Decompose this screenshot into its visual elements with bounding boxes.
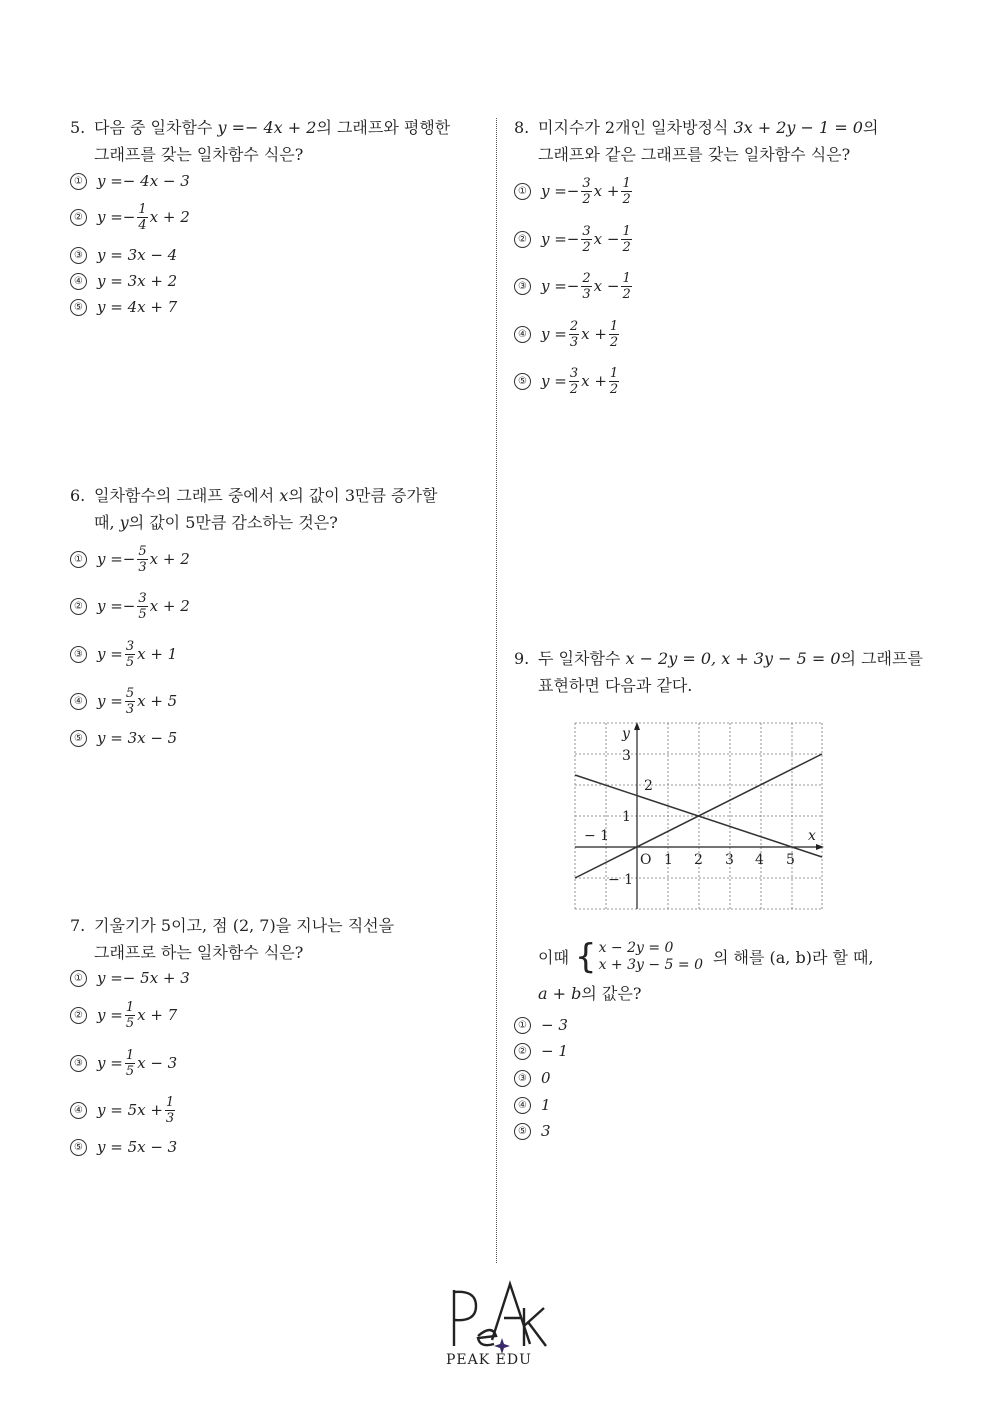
option-expr: y = 5x − 3 [97,1138,178,1156]
option-marker: ② [514,1043,531,1060]
option-4[interactable] [70,268,177,294]
denominator: 5 [125,1015,135,1031]
option-expr: y = [541,325,567,343]
q5-text: 다음 중 일차함수 [94,118,218,137]
numerator: 3 [138,590,147,606]
fraction [621,176,631,207]
option-2[interactable] [70,590,190,622]
option-1[interactable] [70,168,190,194]
q7-text: 기울기가 5이고, 점 (2, 7)을 지나는 직선을 [94,916,395,935]
q6-text-post: 의 값이 3만큼 증가할 [288,486,438,505]
option-expr: y =− [97,597,136,615]
denominator: 2 [582,191,591,207]
numerator: 1 [622,270,631,286]
q6-text: 일차함수의 그래프 중에서 [94,486,280,505]
option-expr: y = [541,372,567,390]
option-2[interactable] [70,999,178,1031]
option-2[interactable] [514,1038,568,1064]
logo-mark [454,1284,546,1346]
option-expr: 0 [541,1069,551,1087]
option-expr: y = [97,1054,123,1072]
fraction [621,224,631,255]
q8-line2: 그래프와 같은 그래프를 갖는 일차함수 식은? [538,145,851,164]
option-expr: 3 [541,1122,551,1140]
option-5[interactable] [70,294,177,320]
x-tick-5: 5 [786,852,795,868]
denominator: 3 [165,1110,175,1126]
option-expr-mid: x + [581,325,607,343]
x-tick-3: 3 [725,852,734,868]
equation-2: x + 3y − 5 = 0 [598,957,703,973]
option-expr: y = [97,645,123,663]
q9-text: 두 일차함수 [538,649,626,668]
denominator: 5 [138,606,147,622]
y-axis-label: y [622,726,630,742]
option-expr-mid: x + [593,182,620,200]
denominator: 2 [582,239,591,255]
option-marker: ③ [70,1055,87,1072]
q6-line2-post: 의 값이 5만큼 감소하는 것은? [128,513,338,532]
q9-condition [538,937,874,1007]
question-8 [514,114,878,168]
question-number: 5. [70,118,86,137]
option-marker: ⑤ [514,1123,531,1140]
fraction [137,591,147,622]
option-marker: ④ [70,273,87,290]
option-1[interactable] [70,965,190,991]
fraction [125,1000,135,1031]
option-3[interactable] [70,638,178,670]
question-6 [70,482,437,536]
fraction [137,202,147,233]
option-3[interactable] [70,1047,178,1079]
neg-y-tick: − 1 [608,872,634,888]
option-expr-mid: x − [593,277,620,295]
option-5[interactable] [514,365,621,397]
question-number: 8. [514,118,530,137]
option-expr-mid: x + [581,372,607,390]
option-expr-mid: x − [593,230,620,248]
numerator: 3 [582,223,591,239]
option-expr-post: x + 5 [137,692,178,710]
brace-icon: { [574,937,597,977]
numerator: 2 [582,270,591,286]
numerator: 3 [569,365,579,381]
numerator: 5 [125,685,135,701]
numerator: 1 [622,223,631,239]
q6-line2-pre: 때, [94,513,120,532]
option-expr: y = 3x − 5 [97,729,178,747]
denominator: 3 [582,286,591,302]
option-3[interactable] [514,270,634,302]
option-expr-post: x + 2 [149,208,190,226]
option-expr: y =− [97,208,136,226]
numerator: 5 [138,543,147,559]
x-tick-2: 2 [694,852,703,868]
option-marker: ③ [70,247,87,264]
option-expr: − 1 [541,1042,568,1060]
option-expr: y =− 4x − 3 [97,172,190,190]
numerator: 2 [569,318,579,334]
equation-1: x − 2y = 0 [598,940,674,956]
q6-line2-math: y [119,513,129,532]
fraction [137,544,147,575]
option-expr: y = [97,1006,123,1024]
option-expr-post: x + 2 [149,550,190,568]
numerator: 3 [582,175,591,191]
q8-math: 3x + 2y − 1 = 0 [733,118,863,137]
q9-math: x − 2y = 0, x + 3y − 5 = 0 [625,649,841,668]
option-marker: ⑤ [70,730,87,747]
option-marker: ⑤ [514,373,531,390]
option-marker: ③ [70,646,87,663]
option-marker: ② [514,231,531,248]
numerator: 1 [609,318,619,334]
denominator: 4 [138,217,147,233]
question-number: 7. [70,916,86,935]
denominator: 3 [138,559,147,575]
option-3[interactable] [70,242,177,268]
option-expr: y = 3x − 4 [97,246,178,264]
option-expr: y =− [541,230,580,248]
option-1[interactable] [514,175,634,207]
option-4[interactable] [514,318,621,350]
numerator: 1 [165,1094,175,1110]
denominator: 2 [569,381,579,397]
option-5[interactable] [70,725,177,751]
denominator: 2 [622,239,631,255]
fraction [581,176,591,207]
numerator: 1 [138,201,147,217]
y-tick-3: 3 [622,748,631,764]
option-expr: 1 [541,1096,551,1114]
neg-x-tick: − 1 [584,828,610,844]
denominator: 2 [609,381,619,397]
fraction [609,366,619,397]
q8-text-post: 의 [862,118,879,137]
q9-line2: 표현하면 다음과 같다. [538,676,693,695]
fraction [165,1095,175,1126]
option-marker: ③ [514,1070,531,1087]
x-axis-arrow-icon [816,844,824,850]
option-1[interactable] [70,543,190,575]
question-number: 6. [70,486,86,505]
option-2[interactable] [514,223,634,255]
y-tick-1: 1 [622,809,631,825]
numerator: 1 [125,999,135,1015]
denominator: 5 [125,654,135,670]
option-expr: y = 3x + 2 [97,272,178,290]
q8-text: 미지수가 2개인 일차방정식 [538,118,734,137]
fraction [621,271,631,302]
option-marker: ⑤ [70,299,87,316]
q9-line4-post: 의 값은? [581,984,642,1003]
option-expr-post: x + 1 [137,645,178,663]
option-marker: ④ [514,1097,531,1114]
option-marker: ② [70,209,87,226]
option-3[interactable] [514,1065,551,1091]
denominator: 3 [125,701,135,717]
q6-math: x [279,486,289,505]
fraction [125,686,135,717]
option-marker: ③ [514,278,531,295]
option-expr: y = 5x + [97,1101,163,1119]
option-marker: ① [514,183,531,200]
denominator: 5 [125,1063,135,1079]
denominator: 2 [622,191,631,207]
y-tick-2: 2 [644,778,653,794]
fraction [125,639,135,670]
option-marker: ④ [70,693,87,710]
option-2[interactable] [70,201,190,233]
option-expr: y = 4x + 7 [97,298,178,316]
option-marker: ① [70,173,87,190]
option-expr-post: x + 7 [137,1006,178,1024]
option-4[interactable] [70,1094,177,1126]
origin-label: O [640,852,652,868]
option-expr: y =− 5x + 3 [97,969,190,987]
option-expr-post: x − 3 [137,1054,178,1072]
numerator: 3 [125,638,135,654]
option-5[interactable] [70,1134,177,1160]
option-4[interactable] [70,685,178,717]
q9-cond-post: 의 해를 (a, b)라 할 때, [712,947,874,967]
option-marker: ④ [514,326,531,343]
brand-name: PEAK EDU [446,1352,532,1368]
q9-line4-math: a + b [538,984,582,1003]
option-expr: y =− [541,277,580,295]
x-tick-1: 1 [664,852,673,868]
question-number: 9. [514,649,530,668]
q9-graph [574,722,824,912]
q9-cond-pre: 이때 [538,947,569,967]
fraction [569,319,579,350]
option-expr: y = [97,692,123,710]
option-marker: ① [70,970,87,987]
q5-math: y =− 4x + 2 [217,118,317,137]
equation-system [574,937,703,977]
fraction [581,271,591,302]
option-4[interactable] [514,1092,551,1118]
question-9 [514,645,923,699]
option-5[interactable] [514,1118,551,1144]
fraction [125,1048,135,1079]
numerator: 1 [609,365,619,381]
question-7 [70,912,394,966]
q5-line2: 그래프를 갖는 일차함수 식은? [94,145,304,164]
option-expr-post: x + 2 [149,597,190,615]
denominator: 2 [609,334,619,350]
x-tick-4: 4 [755,852,764,868]
fraction [569,366,579,397]
q5-text-post: 의 그래프와 평행한 [316,118,451,137]
option-marker: ① [70,551,87,568]
option-marker: ⑤ [70,1139,87,1156]
question-5 [70,114,450,168]
x-axis-label: x [808,828,816,844]
option-expr: − 3 [541,1016,568,1034]
option-expr: y =− [541,182,580,200]
numerator: 1 [622,175,631,191]
option-1[interactable] [514,1012,568,1038]
fraction [581,224,591,255]
option-marker: ② [70,598,87,615]
denominator: 3 [569,334,579,350]
q9-text-post: 의 그래프를 [840,649,923,668]
option-marker: ② [70,1007,87,1024]
option-marker: ① [514,1017,531,1034]
fraction [609,319,619,350]
option-expr: y =− [97,550,136,568]
column-divider [496,118,497,1263]
denominator: 2 [622,286,631,302]
q7-line2: 그래프로 하는 일차함수 식은? [94,943,304,962]
numerator: 1 [125,1047,135,1063]
option-marker: ④ [70,1102,87,1119]
